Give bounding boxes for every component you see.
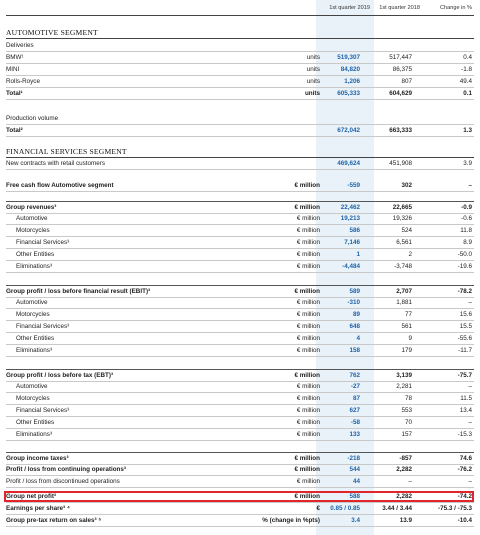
- row-unit: € million: [296, 347, 320, 354]
- table-row: [6, 52, 474, 64]
- value-q2019: 19,213: [340, 215, 360, 222]
- value-q2019: -4,484: [342, 263, 360, 270]
- table-row: [6, 40, 474, 52]
- value-q2018: 302: [401, 182, 412, 189]
- row-label: Financial Services³: [16, 407, 70, 414]
- value-q2018: 13.9: [399, 517, 412, 524]
- net-profit-highlight-box: [4, 491, 474, 502]
- value-q2018: 451,908: [389, 160, 412, 167]
- value-change: -74.2: [457, 493, 472, 500]
- header-rule: [6, 15, 474, 16]
- value-q2018: 524: [401, 227, 412, 234]
- value-q2018: 157: [401, 431, 412, 438]
- row-label: Eliminations³: [16, 347, 53, 354]
- value-q2019: 1: [356, 251, 360, 258]
- row-unit: €: [316, 505, 320, 512]
- row-label: Rolls-Royce: [6, 78, 40, 85]
- row-unit: % (change in %pts): [262, 517, 320, 524]
- value-change: -0.9: [461, 204, 472, 211]
- table-row: [6, 381, 474, 393]
- row-unit: € million: [296, 478, 320, 485]
- value-q2018: 9: [408, 335, 412, 342]
- value-q2019: 544: [349, 466, 360, 473]
- value-q2019: 627: [349, 407, 360, 414]
- value-change: –: [468, 419, 472, 426]
- value-q2019: 648: [349, 323, 360, 330]
- value-q2018: 3.44 / 3.44: [382, 505, 412, 512]
- row-label: Production volume: [6, 115, 59, 122]
- value-q2018: 6,561: [396, 239, 412, 246]
- row-unit: units: [306, 66, 320, 73]
- value-q2019: 605,333: [337, 90, 360, 97]
- value-change: 49.4: [459, 78, 472, 85]
- row-label: New contracts with retail customers: [6, 160, 106, 167]
- value-change: –: [468, 383, 472, 390]
- row-label: Group income taxes³: [6, 455, 69, 462]
- row-label: Profit / loss from discontinued operations: [6, 478, 120, 485]
- table-row: [6, 249, 474, 261]
- row-unit: € million: [294, 182, 320, 189]
- value-change: -55.6: [457, 335, 472, 342]
- value-q2018: 70: [404, 419, 412, 426]
- value-q2019: 22,462: [340, 204, 360, 211]
- row-label: Automotive: [16, 215, 48, 222]
- value-q2018: 86,375: [392, 66, 412, 73]
- value-change: 3.9: [463, 160, 472, 167]
- table-row: [6, 261, 474, 273]
- value-q2018: 2: [408, 251, 412, 258]
- table-row: [6, 76, 474, 88]
- row-unit: € million: [296, 335, 320, 342]
- header-q2018: 1st quarter 2018: [379, 5, 420, 11]
- row-unit: units: [304, 90, 320, 97]
- table-row: [6, 88, 474, 100]
- header-change: Change in %: [439, 5, 472, 11]
- value-q2019: 1,206: [344, 78, 360, 85]
- value-q2018: 19,326: [392, 215, 412, 222]
- table-row: [6, 64, 474, 76]
- row-label: Earnings per share³ ⁴: [6, 505, 71, 512]
- row-label: Eliminations³: [16, 431, 53, 438]
- value-change: -76.2: [457, 466, 472, 473]
- row-unit: € million: [294, 288, 320, 295]
- table-row: [6, 464, 474, 476]
- row-unit: € million: [296, 323, 320, 330]
- table-row: [6, 125, 474, 137]
- value-change: 8.9: [463, 239, 472, 246]
- row-label: MINI: [6, 66, 20, 73]
- value-change: –: [468, 478, 472, 485]
- value-q2019: 133: [349, 431, 360, 438]
- row-unit: € million: [296, 263, 320, 270]
- row-label: Group profit / loss before tax (EBT)³: [6, 372, 114, 379]
- value-q2018: 78: [404, 395, 412, 402]
- value-q2019: -27: [350, 383, 360, 390]
- row-label: Motorcycles: [16, 227, 50, 234]
- value-change: 0.4: [463, 54, 472, 61]
- value-q2019: 44: [352, 478, 360, 485]
- value-q2018: 561: [401, 323, 412, 330]
- value-q2019: 519,307: [337, 54, 360, 61]
- value-change: 1.3: [463, 127, 472, 134]
- value-change: -11.7: [458, 347, 472, 354]
- table-row: [6, 405, 474, 417]
- row-unit: € million: [296, 251, 320, 258]
- value-q2018: 77: [404, 311, 412, 318]
- row-unit: units: [306, 54, 320, 61]
- row-unit: € million: [296, 239, 320, 246]
- table-row: [6, 237, 474, 249]
- value-change: 0.1: [463, 90, 472, 97]
- table-row: [6, 503, 474, 515]
- value-q2018: 517,447: [389, 54, 412, 61]
- table-row: [6, 515, 474, 527]
- value-change: -15.3: [457, 431, 472, 438]
- value-change: -0.6: [461, 215, 472, 222]
- section-rule-automotive: [6, 38, 474, 39]
- row-unit: € million: [296, 299, 320, 306]
- row-unit: € million: [296, 311, 320, 318]
- row-label: Free cash flow Automotive segment: [6, 182, 114, 189]
- row-label: Other Entities: [16, 335, 55, 342]
- value-q2019: 158: [349, 347, 360, 354]
- value-q2019: 672,042: [337, 127, 360, 134]
- value-q2019: 589: [349, 288, 360, 295]
- value-q2019: 588: [349, 493, 360, 500]
- row-label: Automotive: [16, 383, 48, 390]
- table-row: [6, 297, 474, 309]
- value-q2019: -58: [350, 419, 360, 426]
- value-q2019: 469,624: [337, 160, 360, 167]
- table-row: [6, 113, 474, 125]
- row-unit: € million: [296, 395, 320, 402]
- value-q2018: -857: [399, 455, 412, 462]
- value-change: -10.4: [457, 517, 472, 524]
- row-label: BMW¹: [6, 54, 24, 61]
- value-change: 11.5: [460, 395, 472, 402]
- table-row: [6, 321, 474, 333]
- row-unit: € million: [296, 215, 320, 222]
- value-change: -75.7: [457, 372, 472, 379]
- row-unit: units: [306, 78, 320, 85]
- value-q2018: 22,665: [392, 204, 412, 211]
- value-q2018: 1,881: [396, 299, 412, 306]
- value-q2018: -3,748: [394, 263, 412, 270]
- value-q2018: 604,629: [389, 90, 412, 97]
- row-label: Other Entities: [16, 251, 55, 258]
- row-label: Group pre-tax return on sales³ ⁵: [6, 517, 102, 524]
- table-row: [6, 476, 474, 488]
- value-change: 15.5: [459, 323, 472, 330]
- row-unit: € million: [294, 455, 320, 462]
- value-change: -50.0: [457, 251, 472, 258]
- value-q2019: 3.4: [351, 517, 360, 524]
- table-row: [6, 213, 474, 225]
- section-title-financial: FINANCIAL SERVICES SEGMENT: [6, 147, 127, 156]
- value-change: -1.8: [461, 66, 472, 73]
- row-unit: € million: [294, 466, 320, 473]
- row-label: Financial Services³: [16, 323, 70, 330]
- row-unit: € million: [296, 407, 320, 414]
- row-label: Financial Services³: [16, 239, 70, 246]
- value-q2018: 807: [401, 78, 412, 85]
- value-q2019: 89: [352, 311, 360, 318]
- section-title-automotive: AUTOMOTIVE SEGMENT: [6, 28, 98, 37]
- table-row: [6, 417, 474, 429]
- value-q2018: 663,333: [389, 127, 412, 134]
- value-change: -19.6: [457, 263, 472, 270]
- row-unit: € million: [296, 419, 320, 426]
- value-q2019: -310: [347, 299, 360, 306]
- row-unit: € million: [294, 204, 320, 211]
- value-q2018: 2,282: [396, 466, 412, 473]
- table-row: [6, 333, 474, 345]
- value-q2019: 0.85 / 0.85: [330, 505, 360, 512]
- table-row: [6, 309, 474, 321]
- row-unit: € million: [296, 227, 320, 234]
- value-q2018: 3,139: [396, 372, 412, 379]
- row-label: Automotive: [16, 299, 48, 306]
- value-change: –: [468, 182, 472, 189]
- value-q2019: 586: [349, 227, 360, 234]
- value-q2018: 553: [401, 407, 412, 414]
- value-q2019: -559: [347, 182, 360, 189]
- row-label: Group net profit³: [6, 493, 57, 500]
- value-change: 15.6: [459, 311, 472, 318]
- value-change: 74.6: [459, 455, 472, 462]
- value-q2018: –: [408, 478, 412, 485]
- row-unit: € million: [294, 493, 320, 500]
- row-label: Group revenues³: [6, 204, 57, 211]
- value-q2019: 762: [349, 372, 360, 379]
- value-q2019: 84,820: [340, 66, 360, 73]
- header-q2019: 1st quarter 2019: [329, 5, 370, 11]
- row-label: Group profit / loss before financial result (EBIT)³: [6, 288, 151, 295]
- row-label: Motorcycles: [16, 395, 50, 402]
- value-q2019: 4: [356, 335, 360, 342]
- row-label: Deliveries: [6, 42, 34, 49]
- value-change: -75.3 / -75.3: [438, 505, 472, 512]
- value-q2018: 2,281: [396, 383, 412, 390]
- value-change: –: [468, 299, 472, 306]
- row-label: Total²: [6, 127, 23, 134]
- table-row: [6, 158, 474, 170]
- value-q2018: 179: [401, 347, 412, 354]
- row-label: Other Entities: [16, 419, 55, 426]
- value-change: 11.8: [460, 227, 472, 234]
- row-label: Profit / loss from continuing operations³: [6, 466, 126, 473]
- row-label: Motorcycles: [16, 311, 50, 318]
- value-q2019: 87: [352, 395, 360, 402]
- value-q2019: -218: [347, 455, 360, 462]
- row-label: Eliminations³: [16, 263, 53, 270]
- value-change: -78.2: [457, 288, 472, 295]
- table-row: [6, 429, 474, 441]
- table-row: [6, 345, 474, 357]
- table-row: [6, 180, 474, 192]
- row-unit: € million: [296, 383, 320, 390]
- row-unit: € million: [294, 372, 320, 379]
- value-q2019: 7,146: [344, 239, 360, 246]
- value-change: 13.4: [459, 407, 472, 414]
- value-q2018: 2,282: [396, 493, 412, 500]
- value-q2018: 2,707: [396, 288, 412, 295]
- row-unit: € million: [296, 431, 320, 438]
- table-row: [6, 393, 474, 405]
- table-row: [6, 225, 474, 237]
- row-label: Total¹: [6, 90, 23, 97]
